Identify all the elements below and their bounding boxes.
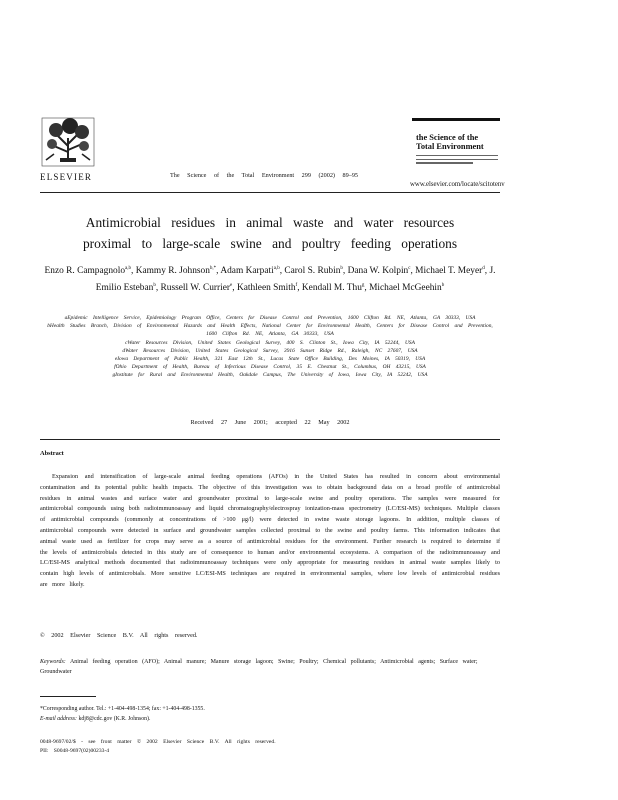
author-separator: , [279, 266, 285, 277]
title-line-1: Antimicrobial residues in animal waste and water resources [85, 215, 455, 230]
author-name: Kathleen Smith [236, 282, 296, 293]
author-name: Kammy R. Johnson [135, 266, 210, 277]
copyright-notice: © 2002 Elsevier Science B.V. All rights reserved. [40, 632, 198, 639]
abstract-divider [40, 439, 500, 440]
title-line-2: proximal to large-scale swine and poultry feeding operations [82, 236, 458, 251]
author-separator: , [297, 282, 302, 293]
journal-logo-lines [416, 155, 498, 166]
journal-url[interactable]: www.elsevier.com/locate/scitotenv [410, 181, 505, 188]
keywords-label: Keywords: [40, 659, 66, 665]
author-affiliation-marker: c [408, 266, 411, 271]
affiliation-list [40, 314, 500, 380]
author-name: Enzo R. Campagnolo [44, 266, 126, 277]
journal-citation: The Science of the Total Environment 299 (2002) 89–95 [170, 172, 359, 179]
author-name: J. Emilio Esteban [95, 266, 496, 293]
author-affiliation-marker: b,* [209, 266, 217, 271]
issn-block [40, 738, 276, 756]
affiliation: eIowa Department of Public Health, 321 East 12th St., Lucas State Office Building, Des Moines, IA 50319, USA [114, 356, 426, 363]
author-separator: , [342, 266, 348, 277]
abstract-heading: Abstract [40, 450, 64, 457]
author-affiliation-marker: e [230, 282, 233, 288]
author-separator: , [484, 266, 490, 277]
affiliation: aEpidemic Intelligence Service, Epidemiology Program Office, Centers for Disease Control and Prevention, 1600 Clifton Rd. NE, Atlanta, GA 30333, USA [64, 315, 476, 321]
author-name: Michael T. Meyer [415, 266, 483, 277]
author-name: Dana W. Kolpin [347, 266, 409, 277]
article-title [40, 212, 500, 254]
author-name: Kendall M. Thu [301, 282, 362, 293]
affiliation: fOhio Department of Health, Bureau of Infectious Disease Control, 35 E. Chestnut St., Columbus, OH 43215, USA [114, 364, 426, 371]
author-separator: , [364, 282, 370, 293]
affiliation: bHealth Studies Branch, Division of Environmental Hazards and Health Effects, National Center for Environmental Health, Centers for Disease Control and Prevention, 1600 Clifton Rd. NE, Atlanta, GA 30333, USA [47, 323, 493, 338]
author-affiliation-marker: b [441, 282, 445, 288]
corresponding-author-note [40, 704, 205, 724]
author-affiliation-marker: b [340, 266, 343, 271]
author-affiliation-marker: g [361, 282, 365, 288]
header-divider [40, 192, 500, 193]
author-affiliation-marker: b [153, 282, 156, 288]
author-affiliation-marker: a,b [125, 266, 131, 271]
author-name: Michael McGeehin [369, 282, 442, 293]
author-separator: , [131, 266, 136, 277]
abstract-text: Expansion and intensification of large-scale animal feeding operations (AFOs) in the United States has resulted in concern about environmental contamination and its potential public health impacts. The objective of this investigation was to obtain background data on a broad profile of antimicrobial residues in animal wastes and surface water and groundwater proximal to large-scale swine and poultry operations. The samples were measured for antimicrobial compounds using both radioimmunoassay and liquid chromatography/electrospray ionization-mass spectrometry (LC/ESI-MS) techniques. Multiple classes of antimicrobial compounds (commonly at concentrations of >100 μg/l) were detected in swine waste storage lagoons. In addition, multiple classes of antimicrobial compounds were detected in surface and groundwater samples collected proximal to the swine and poultry farms. This information indicates that animal waste used as fertilizer for crops may serve as a source of antimicrobial residues for the environment. Further research is required to determine if the levels of antimicrobials detected in this study are of consequence to human and/or environmental ecosystems. A comparison of the radioimmunoassay and LC/ESI-MS analytical methods documented that radioimmunoassay techniques were only appropriate for measuring residues in animal waste samples likely to contain high levels of antimicrobials. More sensitive LC/ESI-MS techniques are required in environmental samples, where low levels of antimicrobial residues are more likely. [40, 473, 500, 588]
affiliation: cWater Resources Division, United States Geological Survey, 400 S. Clinton St., Iowa City, IA 52244, USA [125, 339, 415, 346]
email-label: E-mail address: [40, 716, 77, 722]
journal-title-line2: Total Environment [416, 142, 484, 151]
elsevier-tree-logo [40, 116, 96, 168]
affiliation: dWater Resources Division, United States Geological Survey, 3916 Sunset Ridge Rd., Raleigh, NC 27607, USA [122, 347, 418, 354]
author-affiliation-marker: d [482, 266, 485, 271]
footnote-divider [40, 696, 96, 697]
corresponding-author-contact: *Corresponding author. Tel.: +1-404-498-1354; fax: +1-404-498-1355. [40, 706, 205, 712]
journal-title-line1: the Science of the [416, 133, 479, 142]
journal-logo [412, 118, 500, 183]
author-name: Russell W. Currier [160, 282, 231, 293]
author-name: Adam Karpati [220, 266, 274, 277]
author-separator: , [410, 266, 416, 277]
keywords-list: Animal feeding operation (AFO); Animal manure; Manure storage lagoon; Swine; Poultry; Chemical pollutants; Antimicrobial agents; Surface water; Groundwater [40, 659, 478, 675]
publisher-name: ELSEVIER [40, 172, 93, 182]
author-affiliation-marker: f [295, 282, 298, 288]
pii-line: PII: S0048-9697(02)00233-4 [40, 748, 110, 754]
issn-line: 0048-9697/02/$ - see front matter © 2002 Elsevier Science B.V. All rights reserved. [40, 739, 276, 745]
email-address[interactable]: kdj8@cdc.gov (K.R. Johnson). [78, 716, 151, 722]
received-dates: Received 27 June 2001; accepted 22 May 2002 [190, 419, 350, 426]
affiliation: gInstitute for Rural and Environmental Health, Oakdale Campus, The University of Iowa, Iowa City, IA 52242, USA [112, 372, 428, 379]
keywords [40, 657, 500, 677]
author-name: Carol S. Rubin [284, 266, 341, 277]
author-affiliation-marker: a,b [273, 266, 280, 271]
author-separator: , [155, 282, 161, 293]
author-separator: , [232, 282, 237, 293]
author-separator: , [216, 266, 221, 277]
author-list [40, 262, 500, 295]
